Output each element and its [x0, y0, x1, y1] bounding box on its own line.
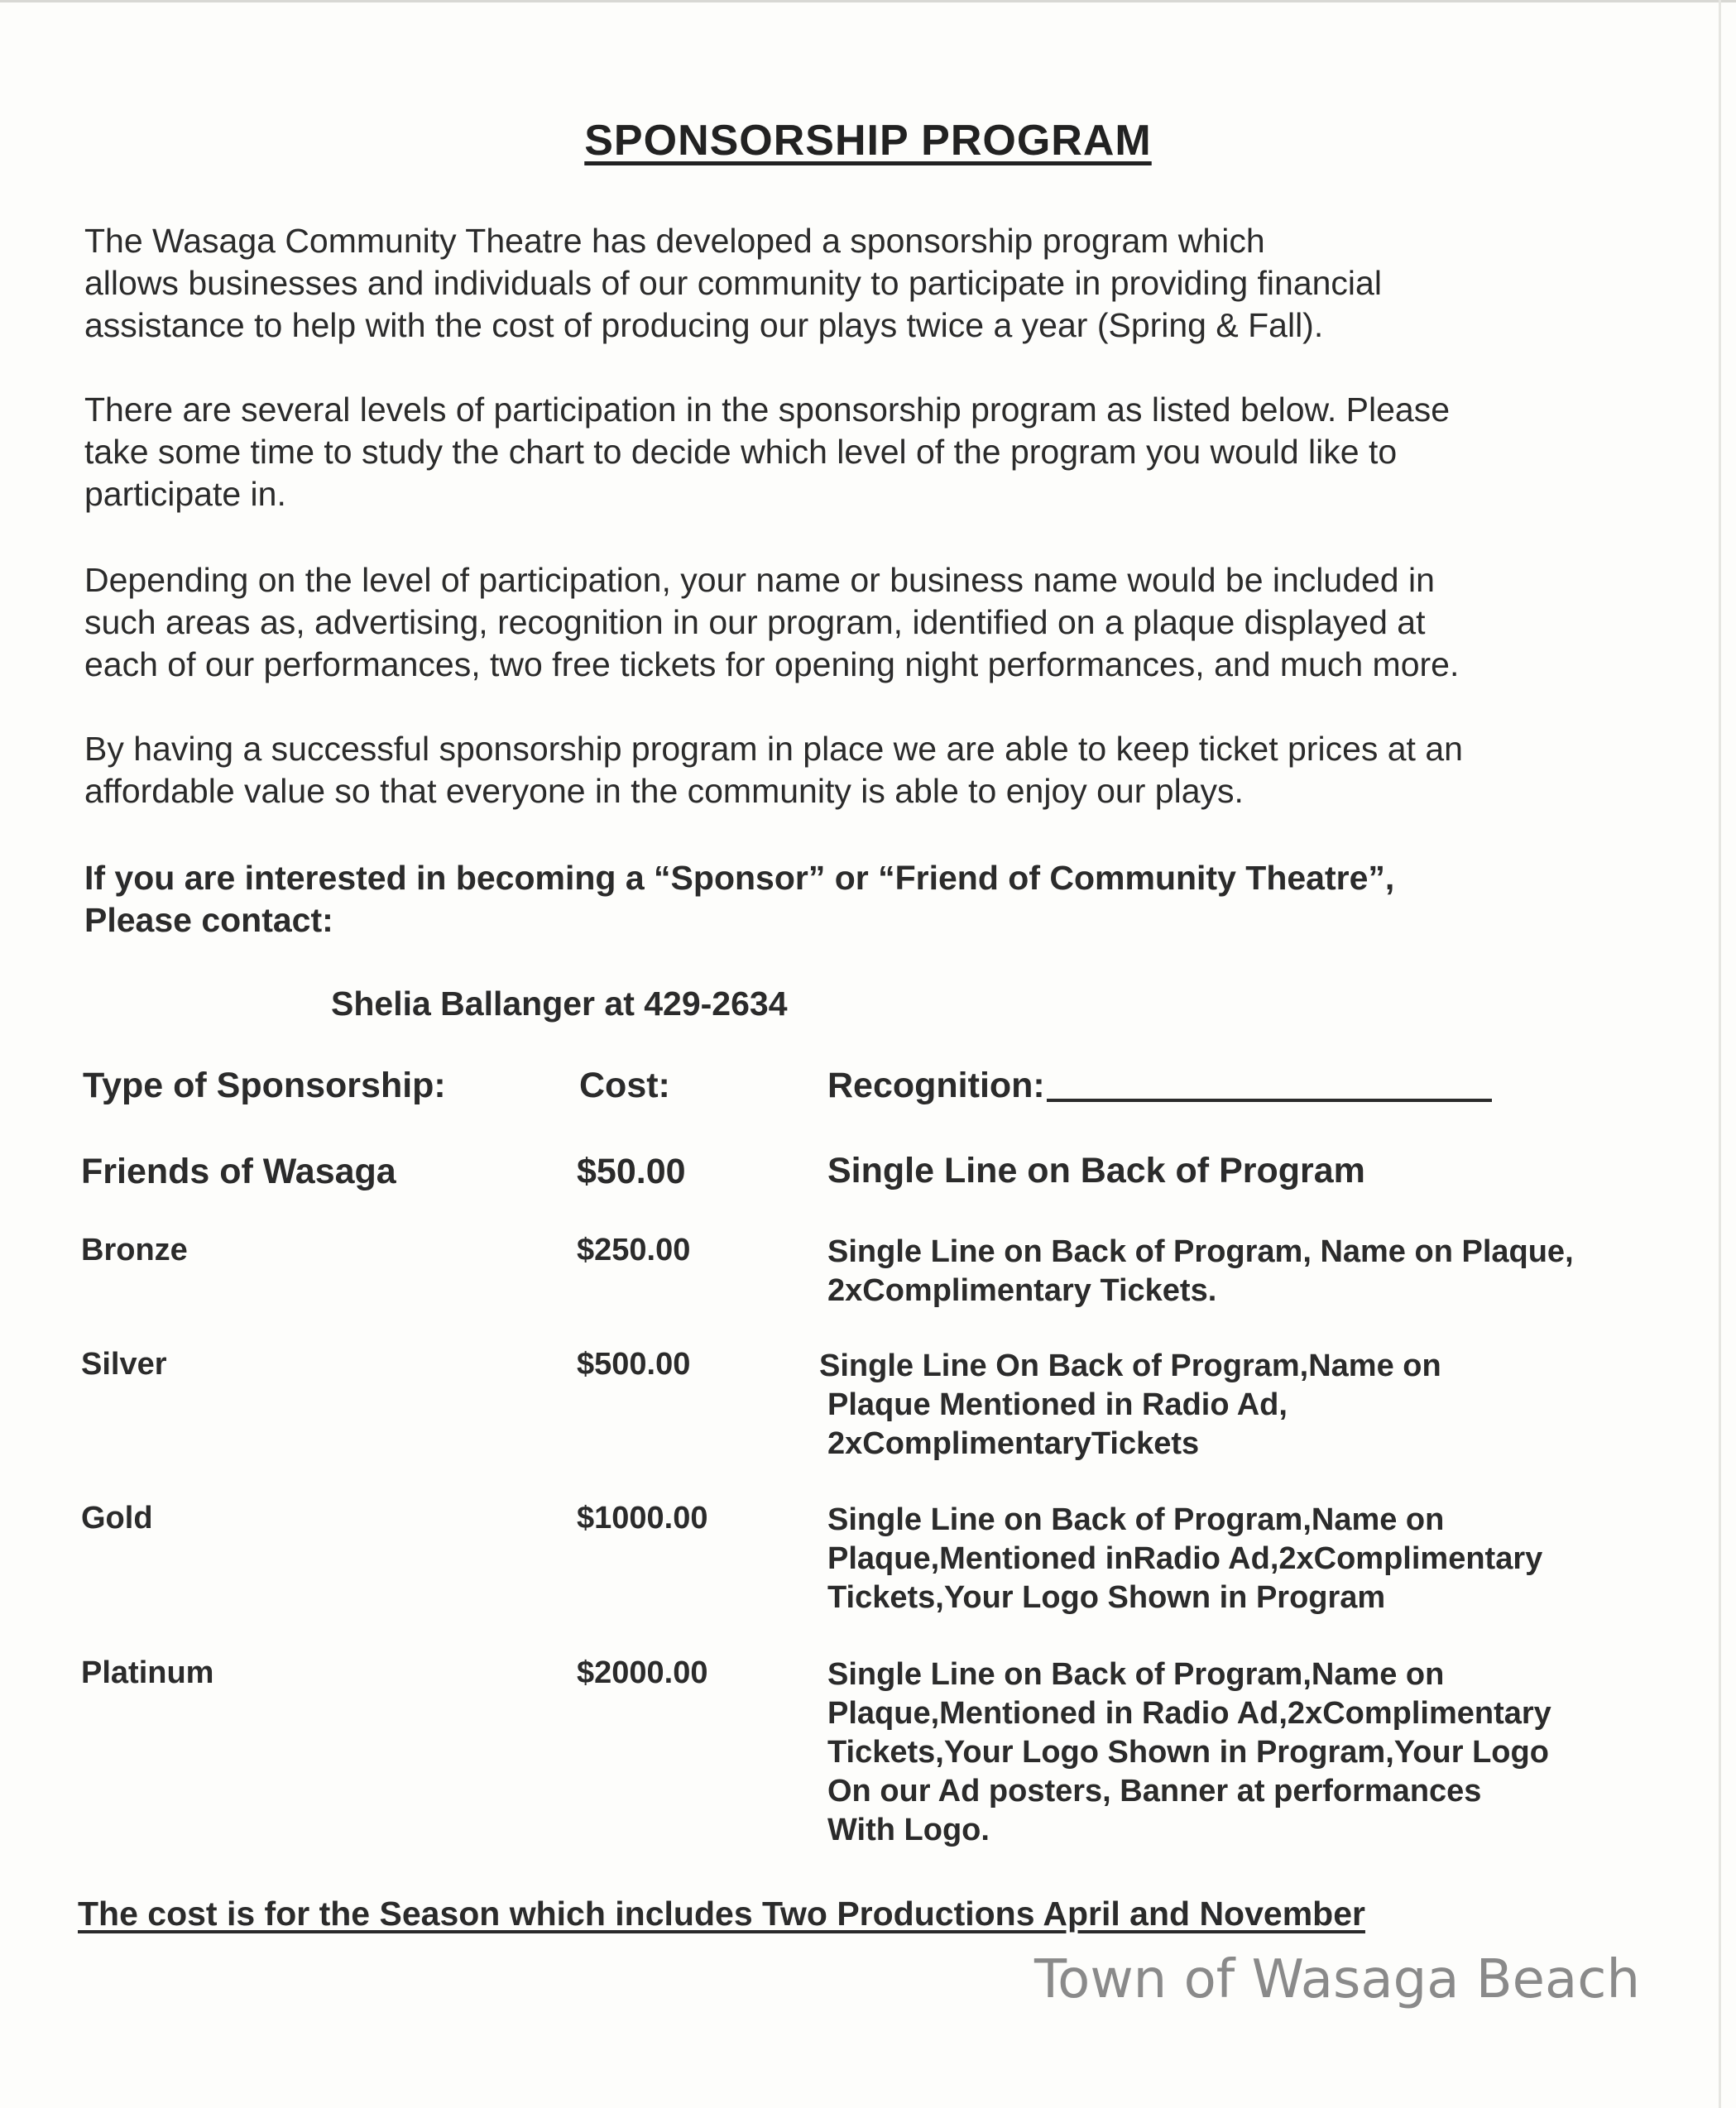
watermark: Town of Wasaga Beach [1033, 1949, 1640, 2010]
sponsorship-cost: $500.00 [577, 1347, 691, 1382]
sponsorship-type: Gold [81, 1501, 153, 1535]
sponsorship-recognition [827, 1152, 1365, 1191]
sponsorship-cost: $250.00 [577, 1233, 691, 1267]
recognition-line: With Logo. [827, 1813, 990, 1847]
contact-intro [84, 857, 1657, 941]
sponsorship-type: Platinum [81, 1655, 214, 1690]
recognition-line: Single Line on Back of Program, Name on Plaque, [827, 1234, 1574, 1269]
page-edge [0, 0, 1736, 2]
intro-paragraph [84, 220, 1657, 347]
levels-paragraph [84, 389, 1657, 515]
recognition-line: 2xComplimentary Tickets. [827, 1273, 1217, 1308]
header-recognition: Recognition: [827, 1066, 1045, 1105]
recognition-line: Plaque,Mentioned in Radio Ad,2xComplimentary [827, 1696, 1551, 1731]
text-line: The Wasaga Community Theatre has developed a sponsorship program which [84, 222, 1265, 260]
sponsorship-cost: $50.00 [577, 1152, 686, 1191]
recognition-line: Plaque Mentioned in Radio Ad, [827, 1387, 1288, 1422]
sponsorship-cost: $2000.00 [577, 1655, 708, 1690]
contact-person: Shelia Ballanger at 429-2634 [331, 985, 788, 1023]
text-line: Please contact: [84, 901, 333, 939]
recognition-line: On our Ad posters, Banner at performances [827, 1774, 1482, 1809]
sponsorship-type: Silver [81, 1347, 167, 1382]
recognition-line: Single Line on Back of Program,Name on [827, 1657, 1445, 1692]
text-line: If you are interested in becoming a “Sponsor” or “Friend of Community Theatre”, [84, 859, 1395, 897]
text-line: There are several levels of participation in the sponsorship program as listed below. Please [84, 390, 1450, 429]
header-cost: Cost: [579, 1066, 670, 1105]
page-edge-right [1719, 0, 1721, 2108]
text-line: affordable value so that everyone in the community is able to enjoy our plays. [84, 772, 1244, 810]
sponsorship-recognition [827, 1233, 1574, 1310]
text-line: take some time to study the chart to decide which level of the program you would like to [84, 433, 1398, 471]
recognition-underline [1047, 1099, 1492, 1102]
recognition-line: Single Line on Back of Program,Name on [827, 1502, 1445, 1537]
text-line: assistance to help with the cost of producing our plays twice a year (Spring & Fall). [84, 306, 1324, 344]
header-recognition-group [827, 1066, 1492, 1106]
benefits-paragraph [84, 559, 1657, 686]
sponsorship-cost: $1000.00 [577, 1501, 708, 1535]
text-line: allows businesses and individuals of our community to participate in providing financial [84, 264, 1382, 302]
text-line: By having a successful sponsorship program in place we are able to keep ticket prices at an [84, 730, 1463, 768]
recognition-line: 2xComplimentaryTickets [827, 1426, 1200, 1461]
text-line: such areas as, advertising, recognition in our program, identified on a plaque displayed at [84, 603, 1426, 641]
header-type: Type of Sponsorship: [83, 1066, 446, 1105]
sponsorship-recognition [827, 1655, 1551, 1850]
page-title: SPONSORSHIP PROGRAM [584, 117, 1152, 165]
sponsorship-type: Bronze [81, 1233, 188, 1267]
sponsorship-type: Friends of Wasaga [81, 1152, 396, 1191]
text-line: participate in. [84, 475, 286, 513]
pricing-paragraph [84, 728, 1657, 812]
recognition-line: Tickets,Your Logo Shown in Program [827, 1580, 1386, 1615]
recognition-line: Tickets,Your Logo Shown in Program,Your Logo [827, 1735, 1549, 1770]
recognition-line: Single Line on Back of Program [827, 1151, 1365, 1191]
text-line: Depending on the level of participation, your name or business name would be included in [84, 561, 1435, 599]
recognition-line: Single Line On Back of Program,Name on [819, 1349, 1441, 1383]
sponsorship-recognition [827, 1501, 1542, 1617]
season-note: The cost is for the Season which includes Two Productions April and November [78, 1895, 1365, 1933]
sponsorship-recognition [819, 1347, 1441, 1464]
recognition-line: Plaque,Mentioned inRadio Ad,2xComplimentary [827, 1541, 1543, 1576]
text-line: each of our performances, two free tickets for opening night performances, and much more. [84, 645, 1460, 683]
